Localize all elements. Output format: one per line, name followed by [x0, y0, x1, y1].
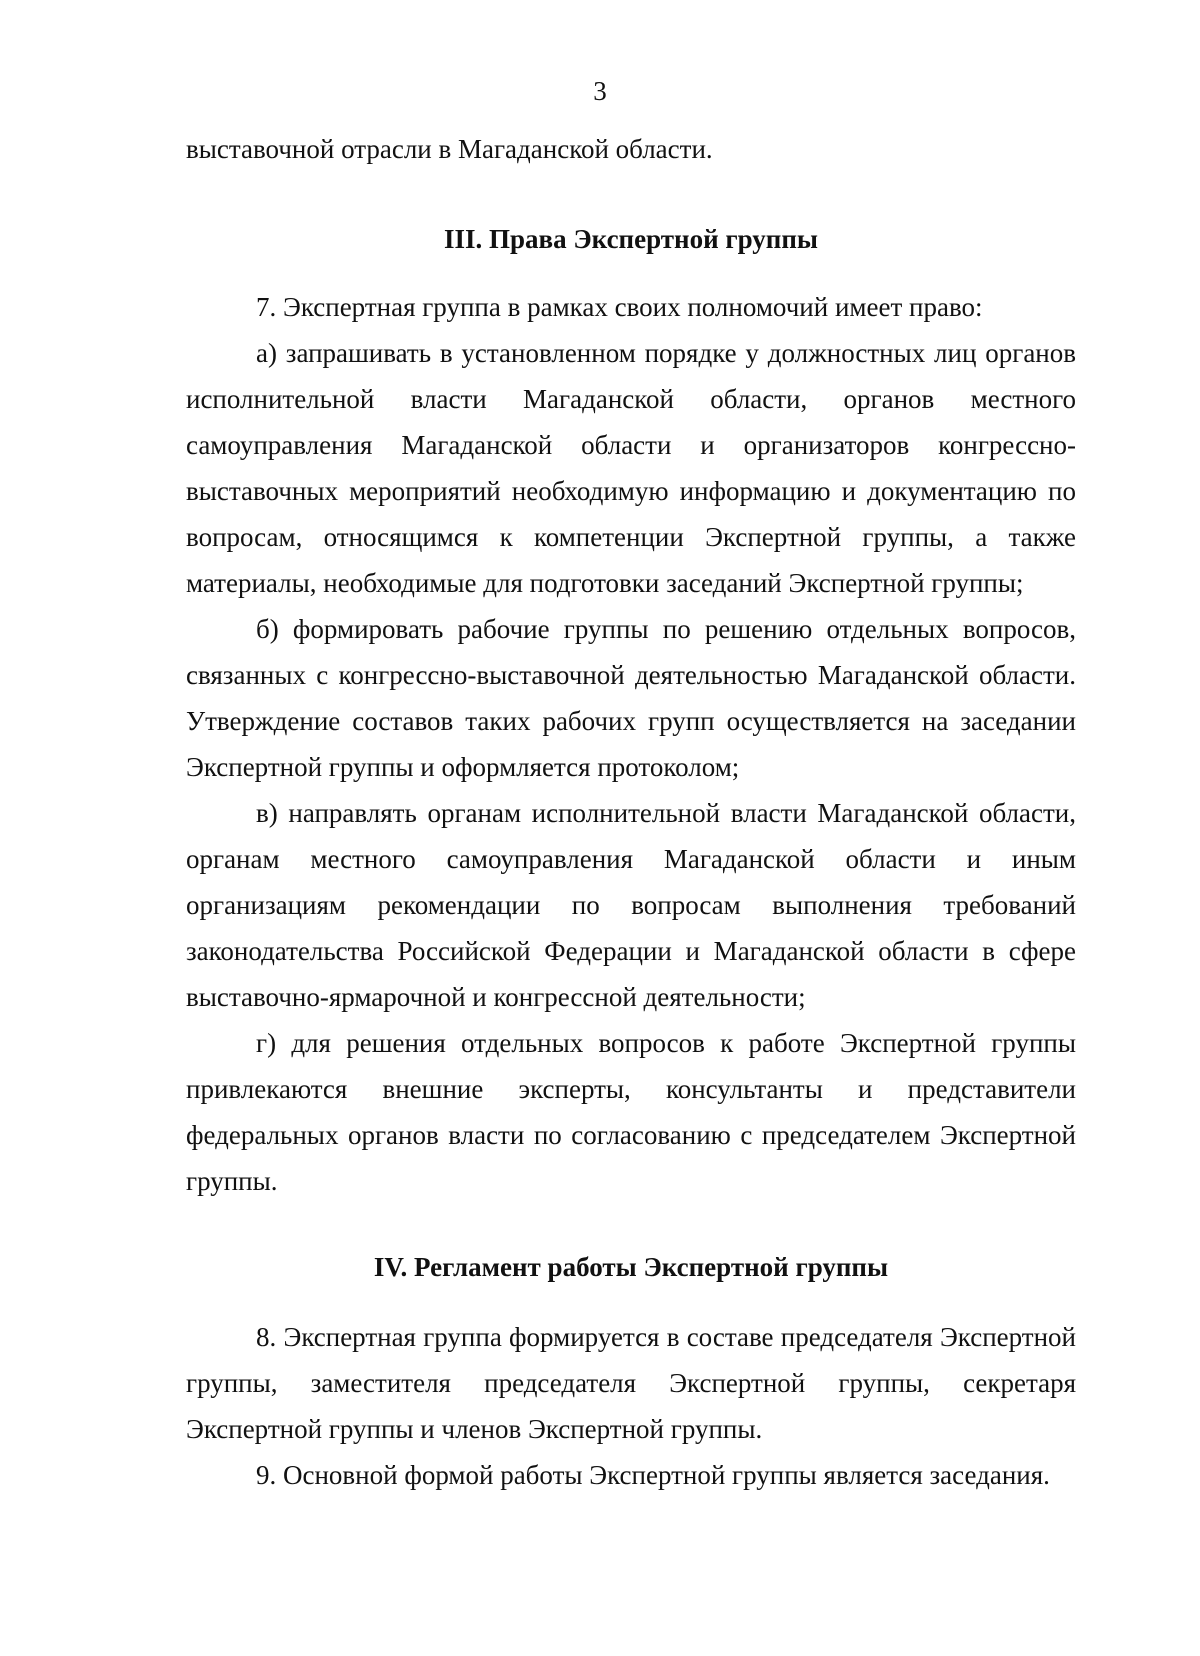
section-4-body: [186, 1314, 1076, 1498]
clause-7g: г) для решения отдельных вопросов к работе Экспертной группы привлекаются внешние эксперты, консультанты и представители федеральных органов власти по согласованию с председателем Экспертной группы.: [186, 1028, 1076, 1196]
clause-7: 7. Экспертная группа в рамках своих полномочий имеет право:: [256, 292, 983, 322]
clause-7v: в) направлять органам исполнительной власти Магаданской области, органам местного самоуправления Магаданской области и иным организациям рекомендации по вопросам выполнения требований законодательства Российской Федерации и Магаданской области в сфере выставочно-ярмарочной и конгрессной деятельности;: [186, 798, 1076, 1012]
continuation-paragraph: выставочной отрасли в Магаданской области.: [186, 134, 713, 164]
clause-7a: а) запрашивать в установленном порядке у должностных лиц органов исполнительной власти Магаданской области, органов местного самоуправления Магаданской области и организаторов конгрессно-выставочных мероприятий необходимую информацию и документацию по вопросам, относящимся к компетенции Экспертной группы, а также материалы, необходимые для подготовки заседаний Экспертной группы;: [186, 338, 1076, 598]
clause-8: 8. Экспертная группа формируется в составе председателя Экспертной группы, заместителя председателя Экспертной группы, секретаря Экспертной группы и членов Экспертной группы.: [186, 1322, 1076, 1444]
continuation-text-block: [186, 126, 1076, 172]
section-4-heading: IV. Регламент работы Экспертной группы: [373, 1252, 889, 1282]
section-3-heading: III. Права Экспертной группы: [444, 224, 818, 254]
clause-9: 9. Основной формой работы Экспертной группы является заседания.: [256, 1460, 1050, 1490]
clause-7b: б) формировать рабочие группы по решению отдельных вопросов, связанных с конгрессно-выставочной деятельностью Магаданской области. Утверждение составов таких рабочих групп осуществляется на заседании Экспертной группы и оформляется протоколом;: [186, 614, 1076, 782]
page-number: 3: [593, 76, 607, 106]
section-3-body: [186, 284, 1076, 1204]
